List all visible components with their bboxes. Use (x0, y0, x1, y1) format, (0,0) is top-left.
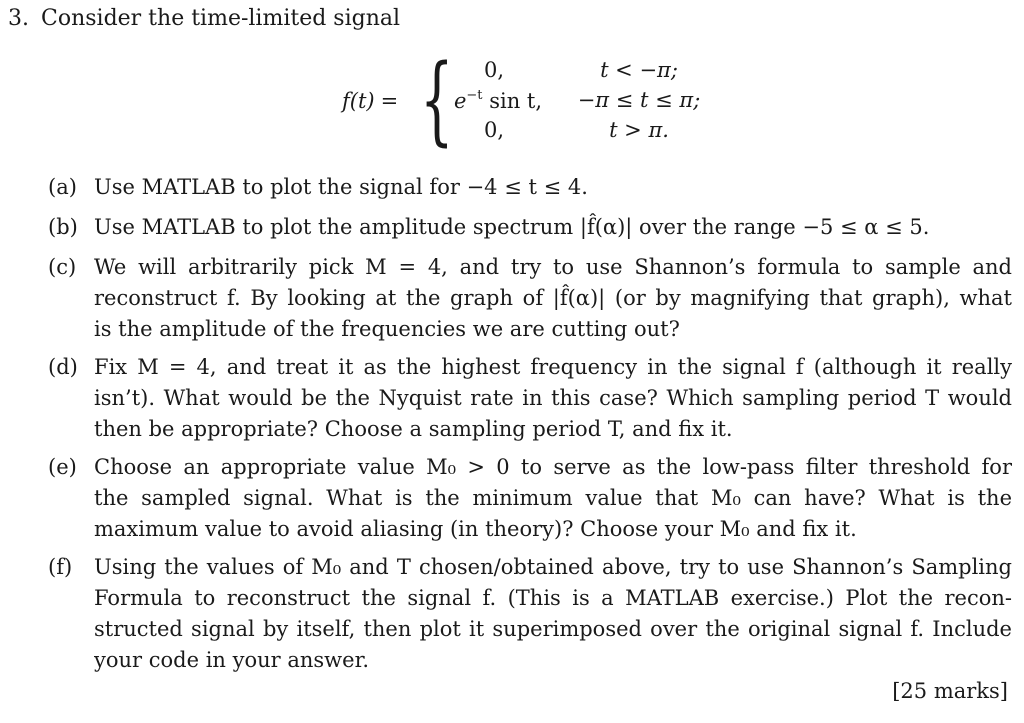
part-text-line: Using the values of M₀ and T chosen/obtained above, try to use Shannon’s Sampling (94, 555, 1012, 579)
question-heading (8, 4, 400, 34)
part-text-line: your code in your answer. (94, 648, 369, 672)
case-value: $e^{-t}$ sin t, (453, 88, 543, 113)
case-row (448, 118, 738, 148)
part-text-line: is the amplitude of the frequencies we are cutting out? (94, 317, 680, 341)
part-label: (c) (48, 255, 77, 279)
part-text-line: then be appropriate? Choose a sampling period T, and fix it. (94, 417, 733, 441)
part-label: (f) (48, 555, 73, 579)
part-label: (e) (48, 455, 77, 479)
part-label: (a) (48, 175, 77, 199)
part-text-line: the sampled signal. What is the minimum value that M₀ can have? What is the (94, 486, 1012, 510)
case-row (448, 88, 738, 118)
part-label: (d) (48, 355, 78, 379)
equation-lhs: f(t) = (342, 89, 399, 113)
case-condition: t > π. (609, 118, 669, 142)
part-text-line: Choose an appropriate value M₀ > 0 to serve as the low-pass filter threshold for (94, 455, 1012, 479)
part-text-line: Fix M = 4, and treat it as the highest frequency in the signal f (although it really (94, 355, 1012, 379)
question-intro: Consider the time-limited signal (41, 6, 401, 31)
part-text-line: maximum value to avoid aliasing (in theory)? Choose your M₀ and fix it. (94, 517, 857, 541)
part-text-line: Use MATLAB to plot the signal for −4 ≤ t ≤ 4. (94, 175, 588, 199)
case-value: 0, (484, 58, 505, 82)
case-value: 0, (484, 118, 505, 142)
case-condition: −π ≤ t ≤ π; (577, 88, 701, 112)
part-text-line: We will arbitrarily pick M = 4, and try to use Shannon’s formula to sample and (94, 255, 1012, 279)
marks-label: [25 marks] (892, 679, 1008, 703)
part-text-line: reconstruct f. By looking at the graph of |f̂(α)| (or by magnifying that graph), what (94, 286, 1012, 310)
question-number: 3. (8, 6, 29, 31)
case-row (448, 58, 738, 88)
left-brace: { (420, 44, 454, 156)
part-text-line: Formula to reconstruct the signal f. (This is a MATLAB exercise.) Plot the recon- (94, 586, 1012, 610)
part-text-line: structed signal by itself, then plot it superimposed over the original signal f. Include (94, 617, 1012, 641)
piecewise-equation (336, 44, 756, 156)
case-condition: t < −π; (600, 58, 678, 82)
part-text-line: Use MATLAB to plot the amplitude spectrum |f̂(α)| over the range −5 ≤ α ≤ 5. (94, 215, 930, 239)
part-text-line: isn’t). What would be the Nyquist rate in this case? Which sampling period T would (94, 386, 1012, 410)
part-label: (b) (48, 215, 78, 239)
